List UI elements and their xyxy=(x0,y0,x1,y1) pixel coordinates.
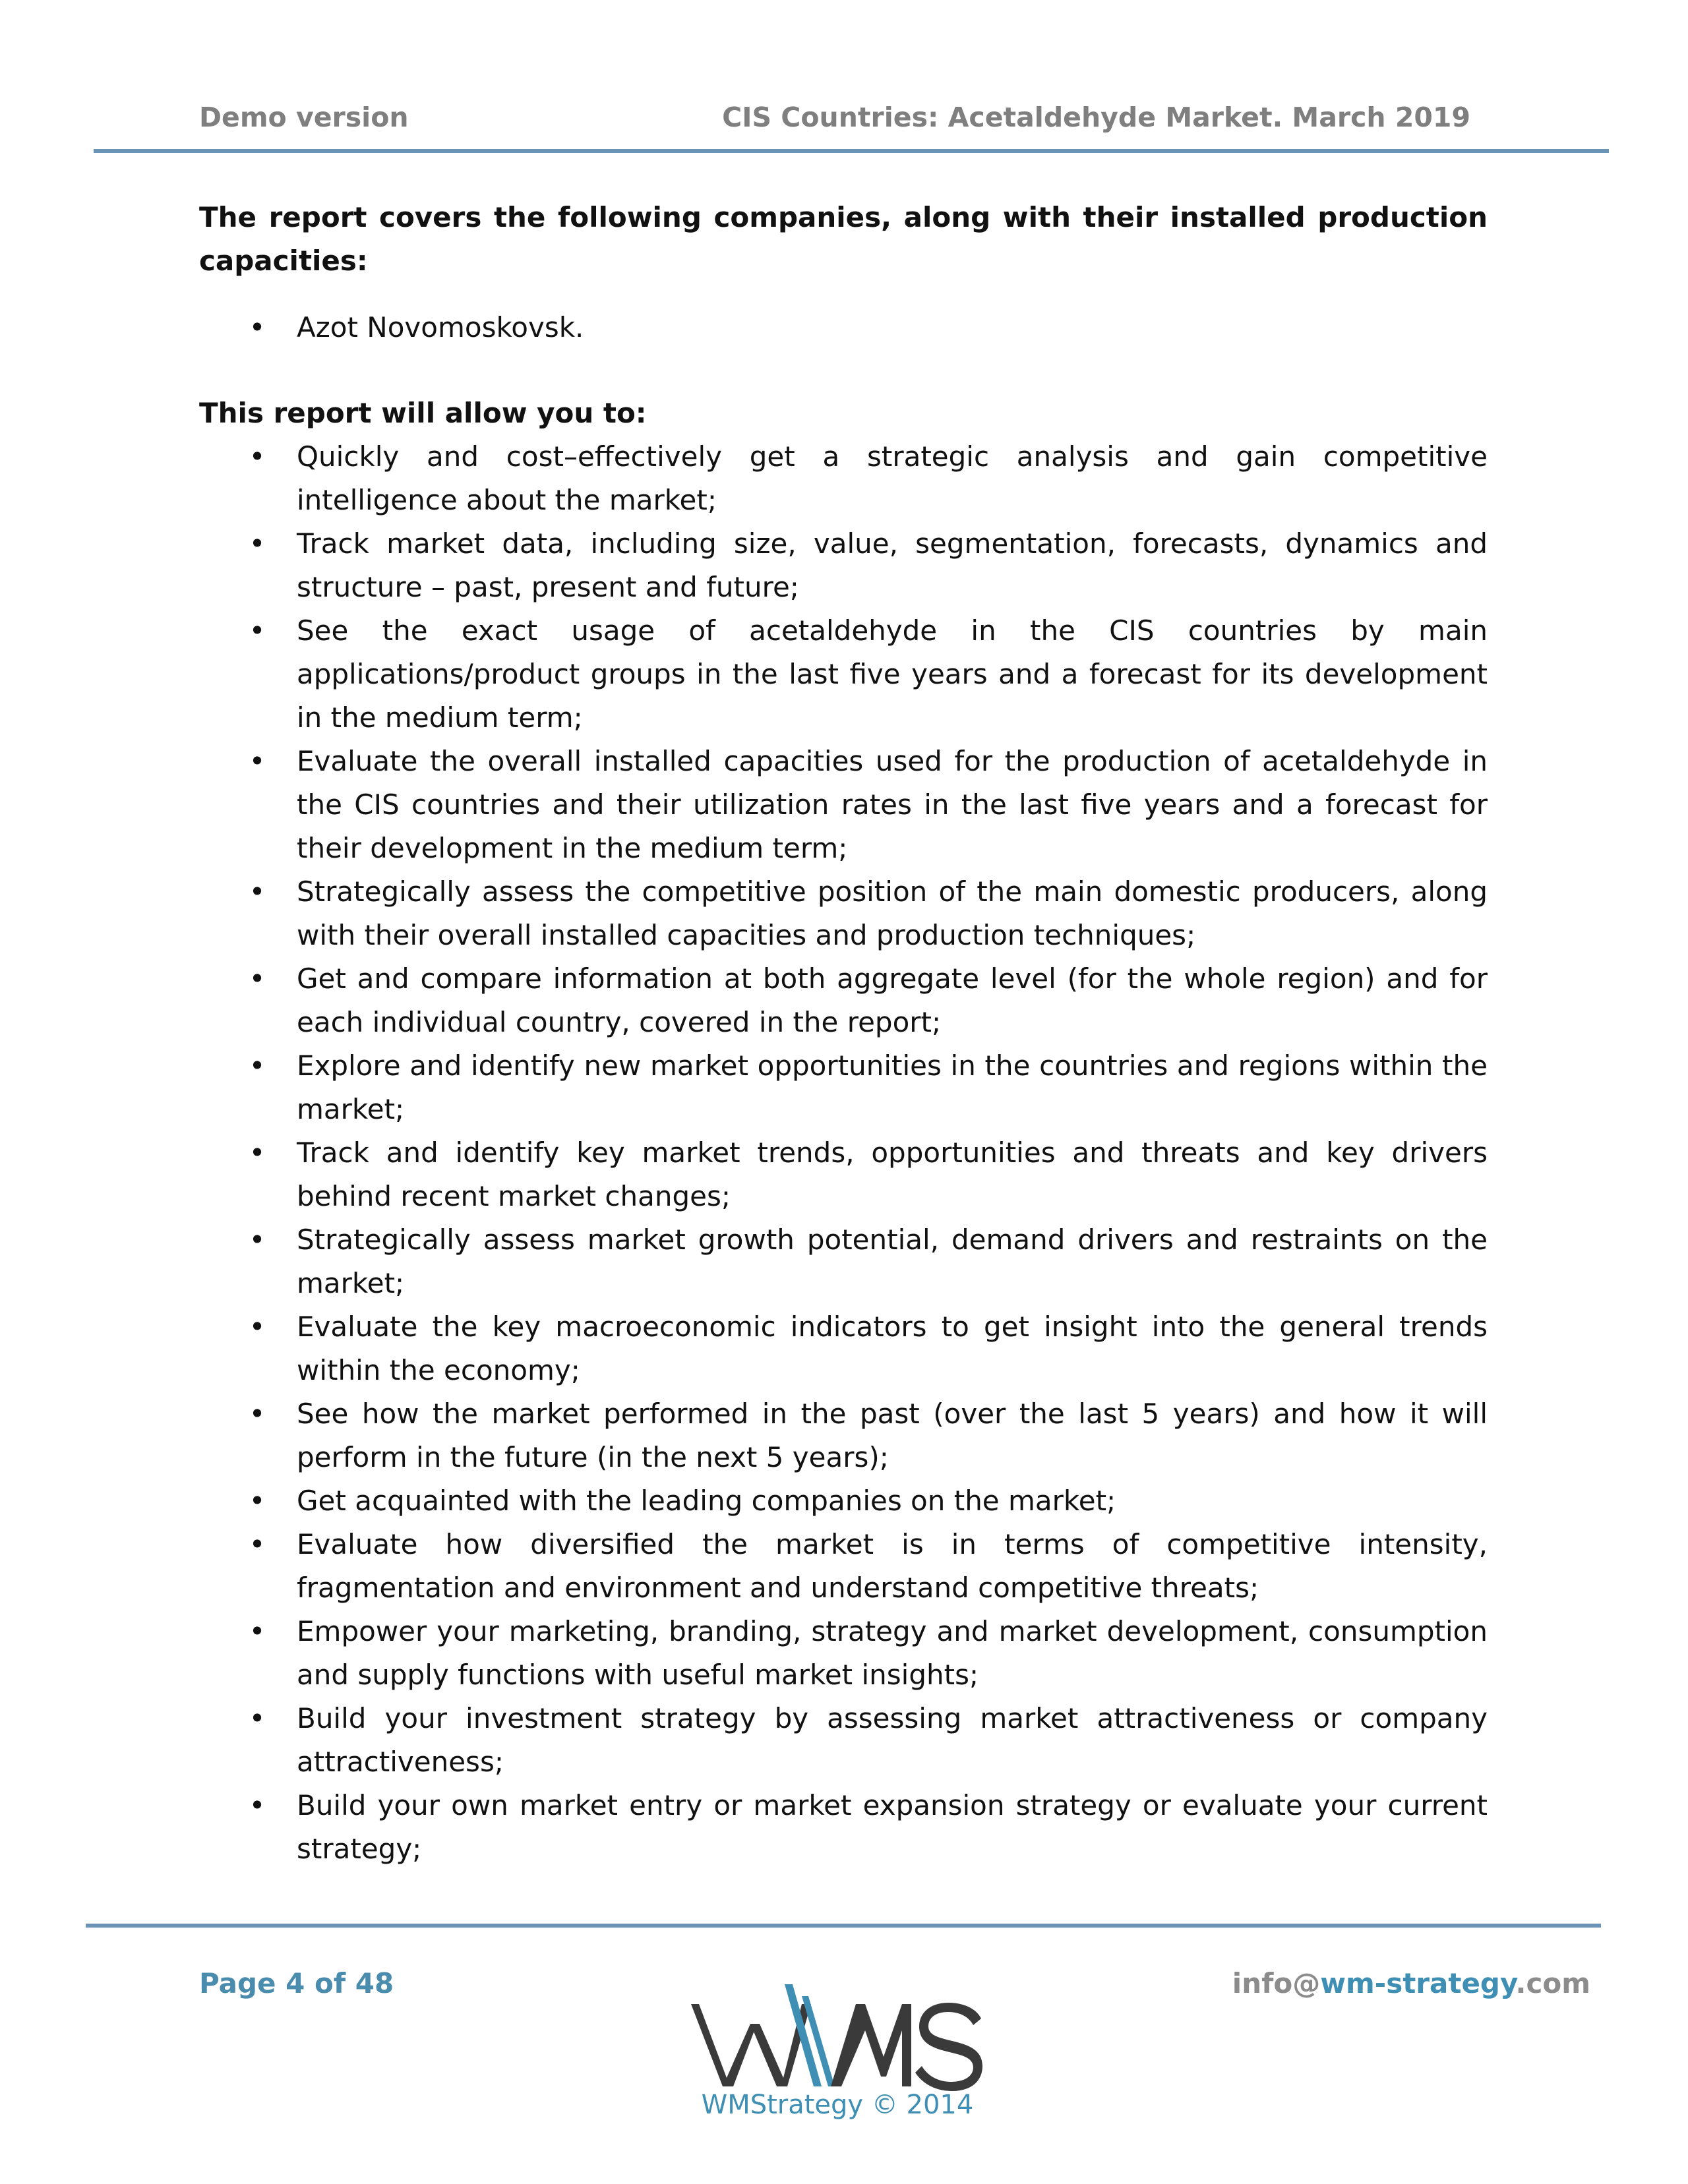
benefits-list xyxy=(199,435,1488,1871)
benefit-item-text: Strategically assess market growth potential, demand drivers and restraints on the market; xyxy=(297,1224,1488,1299)
page-word: Page xyxy=(199,1967,276,1999)
benefit-item-text: Explore and identify new market opportunities in the countries and regions within the market; xyxy=(297,1049,1488,1125)
benefit-item xyxy=(199,1479,1488,1523)
benefit-item-text: Strategically assess the competitive position of the main domestic producers, along with their overall installed capacities and production techniques; xyxy=(297,875,1488,951)
benefit-item-text: See how the market performed in the past (over the last 5 years) and how it will perform in the future (in the next 5 years); xyxy=(297,1398,1488,1473)
bullet-icon: • xyxy=(249,1136,266,1169)
page-number xyxy=(199,1967,394,1999)
bullet-icon: • xyxy=(249,962,266,995)
benefit-item xyxy=(199,1392,1488,1479)
page-current: 4 xyxy=(286,1967,305,1999)
company-item-text: Azot Novomoskovsk. xyxy=(297,311,584,343)
benefit-item xyxy=(199,1131,1488,1218)
bullet-icon: • xyxy=(249,614,266,647)
benefit-item-text: Evaluate the overall installed capacities used for the production of acetaldehyde in the CIS countries and their utilization rates in the last five years and a forecast for their development in the medium term; xyxy=(297,745,1488,864)
bullet-icon: • xyxy=(249,1311,266,1343)
logo-s-shape xyxy=(915,2003,982,2091)
bullet-icon: • xyxy=(249,1528,266,1560)
header-divider xyxy=(94,149,1609,153)
bullet-icon: • xyxy=(249,745,266,777)
bullet-icon: • xyxy=(249,311,266,343)
company-item xyxy=(199,306,1488,349)
benefit-item-text: Evaluate the key macroeconomic indicators to get insight into the general trends within the economy; xyxy=(297,1311,1488,1386)
logo-m-shape xyxy=(831,2004,911,2086)
benefit-item xyxy=(199,609,1488,740)
bullet-icon: • xyxy=(249,1702,266,1734)
benefit-item-text: Build your own market entry or market expansion strategy or evaluate your current strategy; xyxy=(297,1789,1488,1865)
page-of: of xyxy=(315,1967,346,1999)
bullet-icon: • xyxy=(249,1615,266,1647)
benefit-item xyxy=(199,1610,1488,1697)
header-demo-label: Demo version xyxy=(199,102,409,133)
companies-heading: The report covers the following companies, along with their installed production capacities: xyxy=(199,201,1488,277)
benefit-item-text: See the exact usage of acetaldehyde in the CIS countries by main applications/product groups in the last five years and a forecast for its development in the medium term; xyxy=(297,614,1488,734)
copyright: WMStrategy © 2014 xyxy=(701,2090,974,2120)
bullet-icon: • xyxy=(249,1485,266,1517)
benefit-item-text: Get acquainted with the leading companies on the market; xyxy=(297,1485,1116,1517)
bullet-icon: • xyxy=(249,1049,266,1082)
benefit-item xyxy=(199,1305,1488,1392)
benefit-item xyxy=(199,435,1488,522)
bullet-icon: • xyxy=(249,1224,266,1256)
email-prefix: info@ xyxy=(1232,1967,1321,1999)
contact-email[interactable] xyxy=(1232,1967,1590,1999)
benefit-item xyxy=(199,870,1488,957)
email-suffix: .com xyxy=(1515,1967,1590,1999)
benefit-item-text: Empower your marketing, branding, strategy and market development, consumption and supply functions with useful market insights; xyxy=(297,1615,1488,1691)
benefit-item-text: Build your investment strategy by assessing market attractiveness or company attractiveness; xyxy=(297,1702,1488,1778)
benefit-item xyxy=(199,1523,1488,1610)
page-total: 48 xyxy=(355,1967,394,1999)
benefit-item-text: Quickly and cost–effectively get a strategic analysis and gain competitive intelligence about the market; xyxy=(297,440,1488,516)
header-report-title: CIS Countries: Acetaldehyde Market. March 2019 xyxy=(722,102,1470,133)
page-header xyxy=(199,98,1470,137)
benefit-item xyxy=(199,1218,1488,1305)
benefit-item xyxy=(199,1697,1488,1784)
benefit-item-text: Track and identify key market trends, opportunities and threats and key drivers behind recent market changes; xyxy=(297,1136,1488,1212)
page-body xyxy=(199,196,1488,1871)
logo-text: WMS xyxy=(26,1318,28,1319)
bullet-icon: • xyxy=(249,875,266,908)
bullet-icon: • xyxy=(249,1398,266,1430)
benefit-item xyxy=(199,957,1488,1044)
benefit-item xyxy=(199,1784,1488,1871)
allow-heading: This report will allow you to: xyxy=(199,397,647,429)
benefit-item-text: Evaluate how diversified the market is in terms of competitive intensity, fragmentation and environment and understand competitive threats; xyxy=(297,1528,1488,1604)
benefit-item-text: Get and compare information at both aggregate level (for the whole region) and for each individual country, covered in the report; xyxy=(297,962,1488,1038)
bullet-icon: • xyxy=(249,1789,266,1821)
logo-w-shape xyxy=(691,2004,757,2086)
benefit-item xyxy=(199,1044,1488,1131)
bullet-icon: • xyxy=(249,527,266,560)
companies-list xyxy=(199,306,1488,349)
bullet-icon: • xyxy=(249,440,266,473)
benefit-item xyxy=(199,740,1488,870)
footer-divider xyxy=(86,1924,1601,1928)
email-domain: wm-strategy xyxy=(1320,1967,1516,1999)
benefit-item xyxy=(199,522,1488,609)
benefit-item-text: Track market data, including size, value, segmentation, forecasts, dynamics and structure – past, present and future; xyxy=(297,527,1488,603)
